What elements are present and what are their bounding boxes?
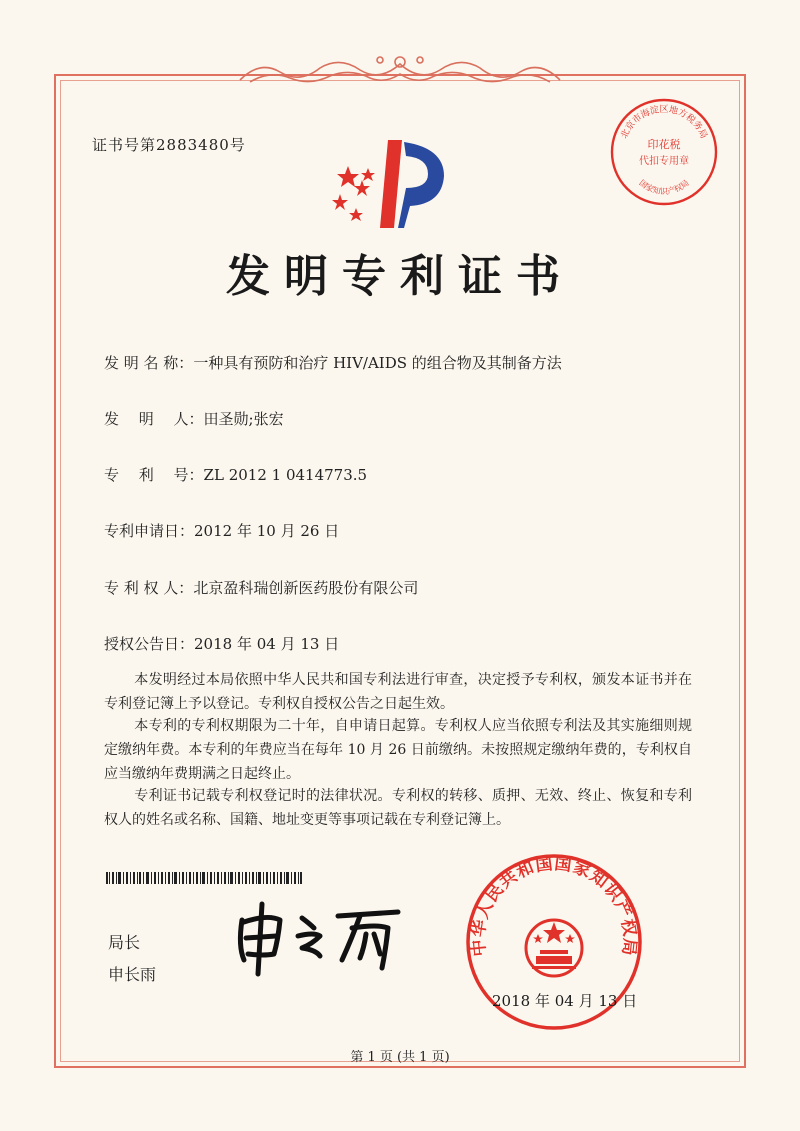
field-label: 授权公告日： — [104, 635, 195, 653]
field-value: 2012 年 10 月 26 日 — [194, 522, 340, 540]
director-title: 局长 — [108, 933, 141, 952]
field-invention-name — [104, 352, 562, 373]
field-patent-number — [104, 464, 367, 485]
certificate-title: 发明专利证书 — [226, 251, 574, 302]
field-application-date — [104, 520, 339, 541]
field-value: 北京盈科瑞创新医药股份有限公司 — [193, 579, 419, 597]
svg-text:国家知识产权局 — [637, 178, 690, 196]
paragraph-3 — [104, 784, 692, 832]
field-label: 专 利 号： — [104, 466, 204, 484]
field-value: 田圣勋;张宏 — [203, 410, 284, 428]
field-label: 专利申请日： — [104, 522, 195, 540]
field-value: 2018 年 04 月 13 日 — [194, 635, 340, 653]
paragraph-text: 本发明经过本局依照中华人民共和国专利法进行审查，决定授予专利权，颁发本证书并在专利登记簿上予以登记。专利权自授权公告之日起生效。 — [104, 672, 692, 712]
svg-text:中华人民共和国国家知识产权局 — [468, 854, 641, 958]
field-inventor — [104, 408, 284, 429]
field-value: ZL 2012 1 0414773.5 — [203, 466, 368, 484]
field-label: 发 明 名 称： — [104, 354, 194, 372]
tax-stamp-line1: 印花税 — [647, 138, 681, 151]
field-value: 一种具有预防和治疗 HIV/AIDS 的组合物及其制备方法 — [193, 354, 562, 372]
national-emblem-icon — [526, 920, 582, 976]
tax-stamp-ring-text: 北京市海淀区地方税务局 — [619, 105, 709, 141]
tax-stamp-line2: 代扣专用章 — [639, 156, 689, 167]
cloud-ornament-icon — [230, 50, 570, 90]
tax-stamp-bottom-text: 国家知识产权局 — [637, 178, 691, 196]
director-name: 申长雨 — [108, 965, 157, 984]
paragraph-text: 专利证书记载专利权登记时的法律状况。专利权的转移、质押、无效、终止、恢复和专利权人的姓名或名称、国籍、地址变更等事项记载在专利登记簿上。 — [104, 788, 692, 828]
paragraph-1 — [104, 668, 692, 716]
field-patentee — [104, 577, 418, 598]
seal-date: 2018 年 04 月 13 日 — [492, 992, 638, 1010]
barcode — [106, 872, 302, 884]
field-label: 发 明 人： — [104, 410, 204, 428]
field-label: 专 利 权 人： — [104, 579, 194, 597]
handwritten-signature — [228, 898, 408, 978]
tax-stamp — [608, 96, 720, 208]
svg-text:北京市海淀区地方税务局 — [618, 103, 710, 140]
paragraph-2 — [104, 714, 692, 786]
paragraph-text: 本专利的专利权期限为二十年，自申请日起算。专利权人应当依照专利法及其实施细则规定缴纳年费。本专利的年费应当在每年 10 月 26 日前缴纳。未按照规定缴纳年费的，专利权自应当缴纳年费期满之日起终止。 — [104, 718, 692, 782]
certificate-number: 证书号第2883480号 — [92, 136, 246, 154]
sipo-logo-icon — [318, 128, 458, 233]
field-grant-date — [104, 633, 339, 654]
seal-ring-text: 中华人民共和国国家知识产权局 — [468, 853, 640, 958]
page-number: 第 1 页 (共 1 页) — [350, 1050, 450, 1065]
